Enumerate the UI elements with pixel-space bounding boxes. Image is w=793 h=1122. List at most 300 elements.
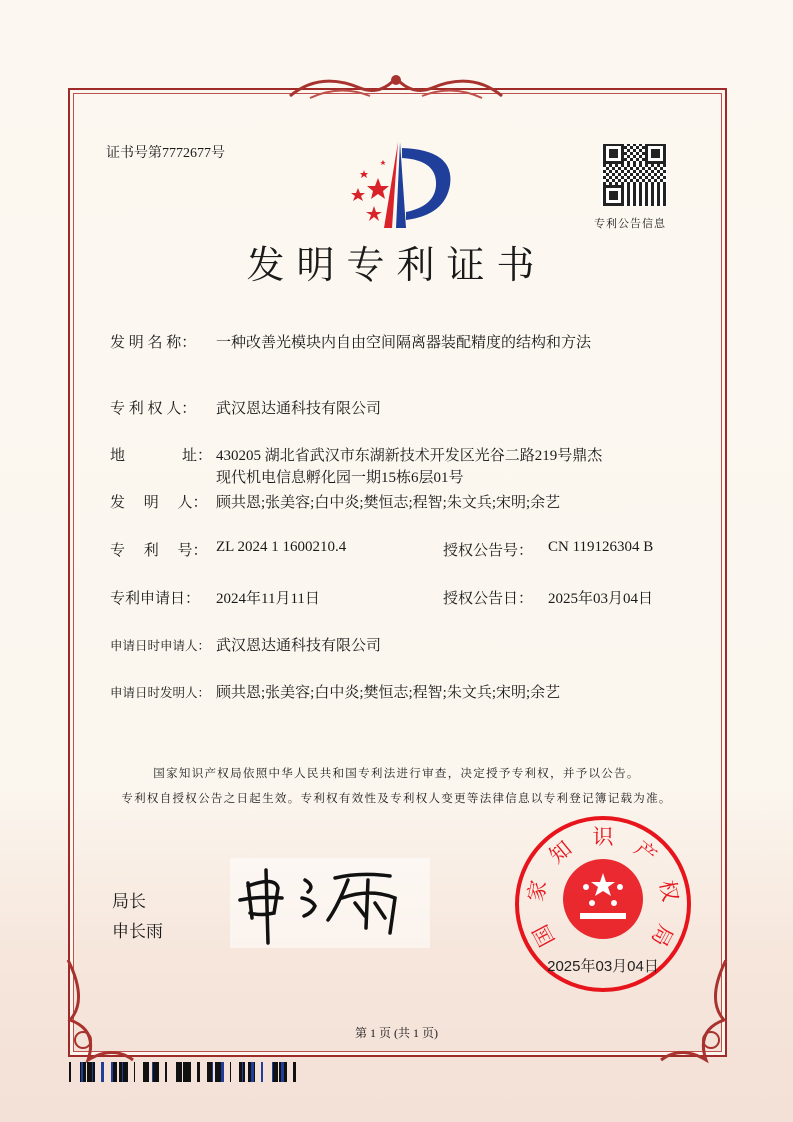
top-ornament	[280, 66, 513, 106]
qr-module	[606, 173, 609, 176]
qr-module	[621, 176, 624, 179]
qr-module	[651, 182, 654, 185]
barcode-bar	[146, 1062, 147, 1082]
qr-module	[612, 185, 615, 188]
qr-module	[609, 144, 612, 146]
qr-module	[621, 149, 624, 152]
qr-module	[639, 182, 642, 185]
qr-module	[621, 158, 624, 161]
field-label: 地	[110, 448, 126, 464]
qr-module	[615, 152, 618, 155]
qr-module	[618, 144, 621, 146]
qr-module	[633, 194, 636, 197]
qr-module	[621, 170, 624, 173]
barcode-bar	[147, 1062, 149, 1082]
qr-module	[612, 203, 615, 206]
qr-module	[642, 158, 645, 161]
qr-module	[603, 194, 606, 197]
qr-module	[609, 161, 612, 164]
barcode-bar	[185, 1062, 188, 1082]
qr-module	[663, 191, 666, 194]
qr-module	[621, 161, 624, 164]
qr-module	[663, 146, 666, 149]
qr-module	[621, 155, 624, 158]
qr-module	[651, 185, 654, 188]
field-value: 顾共恩;张美容;白中炎;樊恒志;程智;朱文兵;宋明;余艺	[216, 495, 561, 511]
qr-module	[639, 155, 642, 158]
qr-module	[651, 188, 654, 191]
qr-module	[612, 152, 615, 155]
qr-module	[606, 179, 609, 182]
qr-module	[657, 152, 660, 155]
qr-module	[621, 194, 624, 197]
qr-module	[645, 203, 648, 206]
handwritten-signature	[230, 858, 430, 948]
qr-module	[657, 200, 660, 203]
qr-module	[663, 161, 666, 164]
qr-module	[633, 164, 636, 167]
qr-module	[621, 191, 624, 194]
qr-module	[660, 167, 663, 170]
qr-module	[618, 185, 621, 188]
qr-module	[663, 176, 666, 179]
qr-module	[624, 152, 627, 155]
barcode-bar	[275, 1062, 278, 1082]
qr-module	[621, 200, 624, 203]
qr-module	[663, 203, 666, 206]
seal-char: 局	[646, 920, 678, 951]
qr-module	[639, 149, 642, 152]
qr-module	[648, 161, 651, 164]
qr-module	[633, 149, 636, 152]
field-label: 址：	[182, 448, 213, 464]
barcode-bar	[285, 1062, 287, 1082]
qr-module	[609, 203, 612, 206]
qr-module	[651, 191, 654, 194]
qr-module	[639, 197, 642, 200]
qr-module	[645, 158, 648, 161]
seal-char: 国	[528, 920, 560, 951]
qr-module	[630, 146, 633, 149]
qr-module	[642, 173, 645, 176]
qr-module	[603, 176, 606, 179]
barcode-bar	[179, 1062, 182, 1082]
qr-module	[624, 179, 627, 182]
qr-module	[627, 149, 630, 152]
barcode-bar	[248, 1062, 249, 1082]
qr-module	[642, 152, 645, 155]
qr-module	[627, 176, 630, 179]
barcode-bar	[273, 1062, 275, 1082]
qr-module	[603, 155, 606, 158]
barcode-bar	[81, 1062, 83, 1082]
qr-module	[663, 164, 666, 167]
qr-module	[609, 185, 612, 188]
barcode-bar	[122, 1062, 123, 1082]
barcode-bar	[153, 1062, 155, 1082]
qr-module	[642, 179, 645, 182]
barcode-bar	[123, 1062, 125, 1082]
seal-date: 2025年03月04日	[547, 958, 659, 975]
qr-module	[630, 152, 633, 155]
qr-module	[657, 176, 660, 179]
qr-module	[657, 197, 660, 200]
certificate-number: 证书号第7772677号	[106, 146, 225, 161]
qr-module	[606, 167, 609, 170]
qr-module	[633, 144, 636, 146]
qr-module	[615, 191, 618, 194]
qr-module	[663, 158, 666, 161]
qr-module	[633, 200, 636, 203]
qr-module	[657, 170, 660, 173]
qr-module	[621, 182, 624, 185]
barcode-bar	[89, 1062, 92, 1082]
barcode-bar	[189, 1062, 191, 1082]
qr-module	[633, 188, 636, 191]
qr-module	[633, 155, 636, 158]
qr-module	[648, 167, 651, 170]
barcode-bar	[119, 1062, 122, 1082]
qr-module	[633, 203, 636, 206]
qr-module	[645, 197, 648, 200]
qr-module	[618, 161, 621, 164]
qr-module	[633, 182, 636, 185]
barcode-bar	[111, 1062, 113, 1082]
qr-module	[612, 155, 615, 158]
qr-module	[654, 155, 657, 158]
barcode-bar	[209, 1062, 212, 1082]
qr-module	[633, 176, 636, 179]
barcode-bar	[251, 1062, 254, 1082]
qr-module	[627, 155, 630, 158]
qr-label: 专利公告信息	[594, 218, 666, 230]
qr-module	[609, 182, 612, 185]
qr-module	[612, 173, 615, 176]
qr-module	[618, 167, 621, 170]
qr-module	[651, 197, 654, 200]
qr-module	[609, 155, 612, 158]
barcode	[65, 1062, 301, 1082]
barcode-bar	[230, 1062, 231, 1082]
qr-module	[639, 161, 642, 164]
qr-module	[603, 152, 606, 155]
qr-module	[606, 185, 609, 188]
barcode-bar	[207, 1062, 209, 1082]
qr-module	[639, 200, 642, 203]
qr-module	[633, 170, 636, 173]
barcode-bar	[152, 1062, 153, 1082]
qr-module	[609, 149, 612, 152]
qr-module	[645, 161, 648, 164]
signatory-name: 申长雨	[112, 922, 163, 942]
qr-module	[609, 197, 612, 200]
qr-module	[639, 176, 642, 179]
qr-module	[636, 152, 639, 155]
field-value: 顾共恩;张美容;白中炎;樊恒志;程智;朱文兵;宋明;余艺	[216, 685, 561, 701]
barcode-bar	[116, 1062, 117, 1082]
field-value: 2024年11月11日	[216, 591, 320, 607]
qr-module	[651, 152, 654, 155]
qr-module	[615, 203, 618, 206]
qr-module	[624, 173, 627, 176]
qr-module	[636, 173, 639, 176]
barcode-bar	[242, 1062, 243, 1082]
barcode-bar	[188, 1062, 189, 1082]
barcode-bar	[83, 1062, 86, 1082]
qr-module	[630, 179, 633, 182]
qr-module	[615, 144, 618, 146]
field-value: 现代机电信息孵化园一期15栋6层01号	[216, 470, 464, 486]
qr-module	[645, 191, 648, 194]
qr-module	[663, 149, 666, 152]
qr-module	[612, 179, 615, 182]
qr-module	[660, 179, 663, 182]
barcode-bar	[155, 1062, 158, 1082]
qr-module	[639, 188, 642, 191]
official-seal	[512, 813, 694, 995]
barcode-bar	[215, 1062, 218, 1082]
qr-module	[621, 164, 624, 167]
qr-module	[657, 191, 660, 194]
barcode-bar	[197, 1062, 200, 1082]
qr-module	[615, 161, 618, 164]
field-label: 申请日时申请人：	[110, 638, 211, 653]
field-value: 武汉恩达通科技有限公司	[216, 638, 382, 654]
barcode-bar	[101, 1062, 104, 1082]
qr-module	[627, 191, 630, 194]
qr-module	[636, 167, 639, 170]
field-patent-number	[0, 539, 793, 559]
qr-module	[612, 197, 615, 200]
barcode-bar	[261, 1062, 263, 1082]
field-inventors-at-filing	[0, 681, 793, 701]
qr-module	[645, 164, 648, 167]
qr-module	[603, 144, 606, 146]
qr-module	[633, 185, 636, 188]
qr-module	[663, 152, 666, 155]
qr-module	[651, 149, 654, 152]
qr-module	[660, 144, 663, 146]
qr-module	[609, 194, 612, 197]
qr-module	[621, 197, 624, 200]
field-label: 专利申请日：	[110, 591, 201, 607]
qr-module	[657, 182, 660, 185]
field-applicant-at-filing	[0, 634, 793, 654]
qr-module	[612, 149, 615, 152]
field-value: 武汉恩达通科技有限公司	[216, 401, 382, 417]
qr-module	[639, 194, 642, 197]
qr-module	[657, 203, 660, 206]
qr-module	[645, 182, 648, 185]
qr-module	[657, 164, 660, 167]
qr-module	[627, 182, 630, 185]
barcode-bar	[243, 1062, 245, 1082]
barcode-bar	[177, 1062, 179, 1082]
qr-module	[612, 167, 615, 170]
qr-module	[627, 185, 630, 188]
barcode-bar	[113, 1062, 116, 1082]
qr-module	[615, 155, 618, 158]
barcode-bar	[221, 1062, 224, 1082]
barcode-bar	[87, 1062, 89, 1082]
qr-module	[624, 146, 627, 149]
qr-module	[609, 170, 612, 173]
qr-module	[603, 185, 606, 188]
qr-module	[654, 161, 657, 164]
qr-module	[639, 203, 642, 206]
barcode-bar	[176, 1062, 177, 1082]
qr-module	[639, 144, 642, 146]
qr-module	[654, 149, 657, 152]
field-value: 430205 湖北省武汉市东湖新技术开发区光谷二路219号鼎杰	[216, 448, 603, 464]
field-label: 发 明 人：	[110, 495, 208, 511]
qr-module	[615, 182, 618, 185]
qr-module	[603, 149, 606, 152]
qr-module	[645, 144, 648, 146]
qr-module	[663, 155, 666, 158]
field-inventors	[0, 491, 793, 511]
qr-module	[627, 203, 630, 206]
qr-module	[654, 173, 657, 176]
barcode-bar	[165, 1062, 167, 1082]
qr-module	[603, 161, 606, 164]
qr-module	[612, 144, 615, 146]
qr-module	[657, 194, 660, 197]
qr-module	[609, 191, 612, 194]
qr-module	[639, 191, 642, 194]
qr-module	[618, 173, 621, 176]
seal-char: 产	[629, 836, 662, 869]
qr-code[interactable]	[601, 144, 667, 206]
barcode-bar	[69, 1062, 71, 1082]
barcode-bar	[212, 1062, 213, 1082]
field-value: 2025年03月04日	[548, 591, 654, 607]
qr-module	[621, 144, 624, 146]
qr-module	[621, 203, 624, 206]
qr-module	[654, 167, 657, 170]
qr-module	[645, 146, 648, 149]
qr-module	[615, 194, 618, 197]
qr-module	[621, 185, 624, 188]
qr-module	[603, 170, 606, 173]
field-label: 专 利 号：	[110, 543, 208, 559]
qr-module	[606, 161, 609, 164]
barcode-bar	[293, 1062, 296, 1082]
field-label: 授权公告号：	[443, 543, 534, 559]
qr-module	[654, 179, 657, 182]
field-address	[0, 444, 793, 488]
barcode-bar	[279, 1062, 281, 1082]
qr-module	[648, 144, 651, 146]
qr-module	[642, 146, 645, 149]
qr-module	[618, 179, 621, 182]
qr-module	[651, 203, 654, 206]
qr-module	[663, 185, 666, 188]
barcode-bar	[143, 1062, 146, 1082]
qr-module	[615, 164, 618, 167]
qr-module	[627, 144, 630, 146]
qr-module	[603, 158, 606, 161]
qr-module	[627, 161, 630, 164]
seal-char: 权	[654, 878, 683, 904]
qr-module	[627, 200, 630, 203]
qr-module	[645, 149, 648, 152]
qr-module	[615, 170, 618, 173]
barcode-bar	[284, 1062, 285, 1082]
field-label: 专 利 权 人：	[110, 401, 197, 417]
qr-module	[609, 164, 612, 167]
qr-module	[633, 197, 636, 200]
qr-module	[621, 188, 624, 191]
barcode-bar	[92, 1062, 93, 1082]
qr-module	[639, 185, 642, 188]
qr-module	[603, 188, 606, 191]
barcode-bar	[125, 1062, 128, 1082]
qr-module	[645, 194, 648, 197]
qr-module	[633, 191, 636, 194]
qr-module	[645, 170, 648, 173]
barcode-bar	[272, 1062, 273, 1082]
qr-module	[639, 170, 642, 173]
qr-module	[651, 176, 654, 179]
qr-module	[603, 164, 606, 167]
field-dates	[0, 587, 793, 607]
qr-module	[651, 194, 654, 197]
qr-module	[657, 161, 660, 164]
barcode-bar	[80, 1062, 81, 1082]
qr-module	[648, 179, 651, 182]
qr-module	[636, 179, 639, 182]
qr-module	[606, 144, 609, 146]
national-emblem-icon	[563, 859, 643, 939]
qr-module	[651, 155, 654, 158]
qr-module	[660, 173, 663, 176]
field-label: 授权公告日：	[443, 591, 534, 607]
qr-module	[630, 167, 633, 170]
field-patentee	[0, 397, 793, 417]
qr-module	[618, 203, 621, 206]
qr-module	[642, 167, 645, 170]
qr-module	[612, 194, 615, 197]
field-label: 发 明 名 称：	[110, 335, 197, 351]
qr-module	[603, 182, 606, 185]
qr-module	[606, 203, 609, 206]
qr-module	[615, 149, 618, 152]
qr-module	[615, 176, 618, 179]
qr-module	[657, 185, 660, 188]
signatory-title: 局长	[112, 892, 146, 912]
field-value: 一种改善光模块内自由空间隔离器装配精度的结构和方法	[216, 335, 592, 351]
barcode-bar	[254, 1062, 255, 1082]
qr-module	[663, 197, 666, 200]
qr-module	[657, 149, 660, 152]
field-value: ZL 2024 1 1600210.4	[216, 539, 347, 555]
qr-module	[627, 170, 630, 173]
qr-module	[612, 191, 615, 194]
barcode-bar	[183, 1062, 185, 1082]
qr-module	[636, 146, 639, 149]
qr-module	[609, 176, 612, 179]
qr-module	[645, 185, 648, 188]
corner-ornament-left	[58, 960, 138, 1070]
qr-module	[663, 170, 666, 173]
qr-module	[651, 144, 654, 146]
qr-module	[651, 170, 654, 173]
qr-module	[612, 161, 615, 164]
qr-module	[621, 152, 624, 155]
qr-module	[615, 185, 618, 188]
page-number: 第 1 页 (共 1 页)	[355, 1026, 438, 1040]
